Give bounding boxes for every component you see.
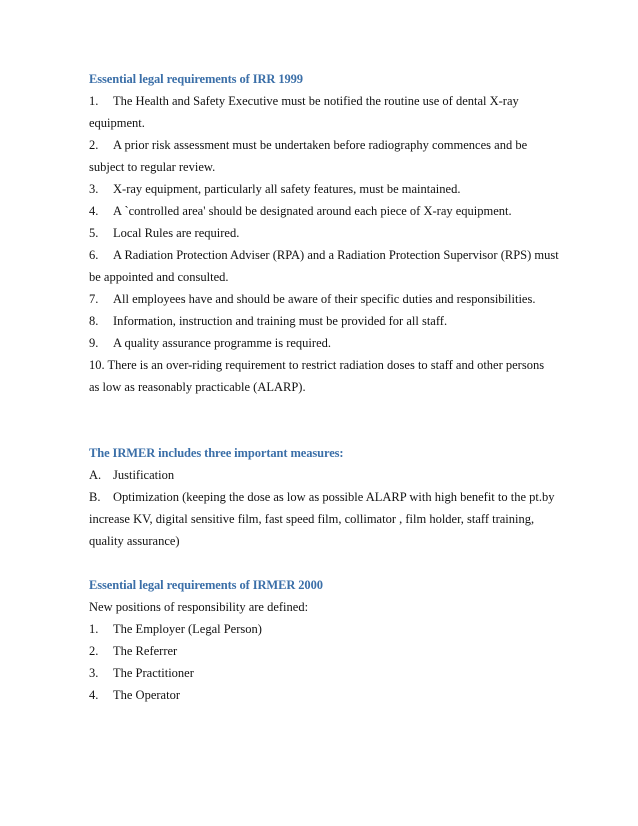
item-number: 5. — [89, 226, 99, 240]
item-continuation: increase KV, digital sensitive film, fast speed film, collimator , film holder, staff training, — [89, 512, 535, 526]
list-item — [89, 464, 549, 486]
item-continuation: as low as reasonably practicable (ALARP). — [89, 380, 306, 394]
list-item — [89, 486, 555, 508]
item-text: Local Rules are required. — [113, 226, 240, 240]
section-irmer-measures — [89, 442, 555, 552]
section-heading: The IRMER includes three important measures: — [89, 446, 344, 460]
item-number: 8. — [89, 314, 99, 328]
list-item — [89, 90, 549, 112]
list-item — [89, 332, 549, 354]
item-text: All employees have and should be aware of their specific duties and responsibilities. — [113, 292, 536, 306]
section-spacer — [89, 398, 549, 442]
list-item — [89, 200, 549, 222]
list-item — [89, 288, 549, 310]
item-number: 7. — [89, 292, 99, 306]
item-number: A. — [89, 468, 102, 482]
list-item — [89, 178, 549, 200]
item-number: 2. — [89, 644, 99, 658]
item-number: B. — [89, 490, 101, 504]
item-text: The Operator — [113, 688, 180, 702]
item-text: The Employer (Legal Person) — [113, 622, 262, 636]
section-heading: Essential legal requirements of IRMER 2000 — [89, 578, 323, 592]
section-irmer-2000 — [89, 574, 549, 706]
item-text: The Practitioner — [113, 666, 194, 680]
item-text: A quality assurance programme is required. — [113, 336, 331, 350]
item-text: The Referrer — [113, 644, 178, 658]
item-number: 1. — [89, 94, 99, 108]
item-text: Optimization (keeping the dose as low as possible ALARP with high benefit to the pt.by — [113, 490, 555, 504]
item-text: A `controlled area' should be designated around each piece of X-ray equipment. — [113, 204, 512, 218]
document-page — [89, 68, 559, 706]
item-text: A Radiation Protection Adviser (RPA) and a Radiation Protection Supervisor (RPS) must — [113, 248, 559, 262]
list-item — [89, 354, 549, 376]
list-item — [89, 134, 549, 156]
item-continuation: subject to regular review. — [89, 160, 216, 174]
list-item — [89, 310, 549, 332]
item-number: 4. — [89, 204, 99, 218]
item-number: 10. — [89, 358, 105, 372]
list-item — [89, 244, 559, 266]
list-item — [89, 618, 549, 640]
item-number: 3. — [89, 182, 99, 196]
item-text: X-ray equipment, particularly all safety features, must be maintained. — [113, 182, 461, 196]
list-item — [89, 684, 549, 706]
item-text: There is an over-riding requirement to restrict radiation doses to staff and other persons — [107, 358, 545, 372]
item-text: The Health and Safety Executive must be notified the routine use of dental X-ray — [113, 94, 519, 108]
section-irr-1999 — [89, 68, 559, 398]
item-number: 3. — [89, 666, 99, 680]
section-heading: Essential legal requirements of IRR 1999 — [89, 72, 303, 86]
item-number: 1. — [89, 622, 99, 636]
section-intro: New positions of responsibility are defined: — [89, 600, 309, 614]
list-item — [89, 662, 549, 684]
item-number: 9. — [89, 336, 99, 350]
list-item — [89, 222, 549, 244]
item-text: Justification — [113, 468, 175, 482]
item-continuation: quality assurance) — [89, 534, 180, 548]
item-continuation: be appointed and consulted. — [89, 270, 229, 284]
section-spacer — [89, 552, 549, 574]
item-text: Information, instruction and training must be provided for all staff. — [113, 314, 448, 328]
item-number: 4. — [89, 688, 99, 702]
item-text: A prior risk assessment must be undertaken before radiography commences and be — [113, 138, 528, 152]
item-continuation: equipment. — [89, 116, 145, 130]
item-number: 6. — [89, 248, 99, 262]
list-item — [89, 640, 549, 662]
item-number: 2. — [89, 138, 99, 152]
